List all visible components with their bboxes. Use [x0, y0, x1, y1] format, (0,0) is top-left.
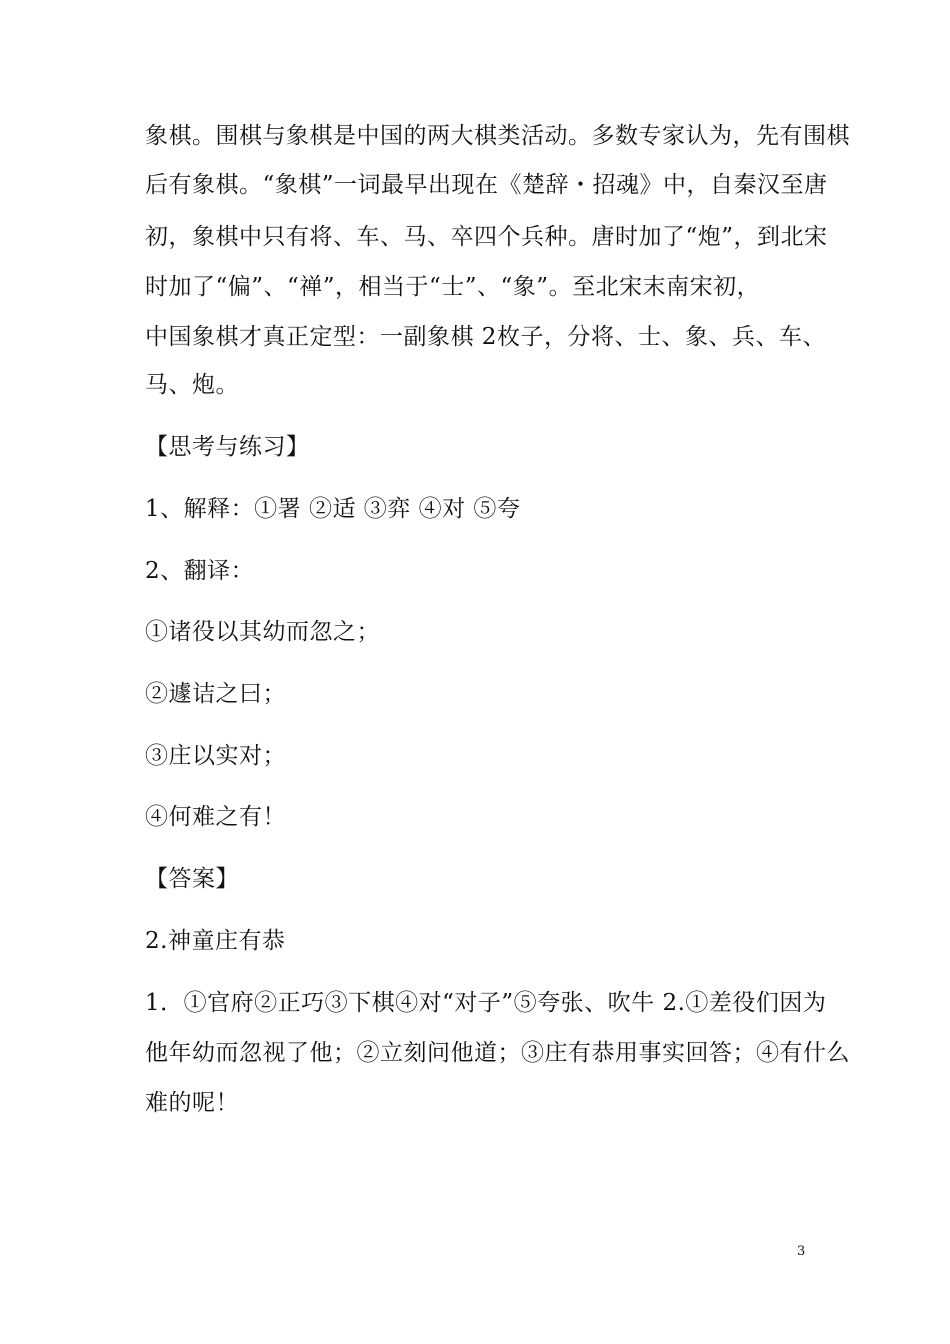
answers-line-1: 1．①官府②正巧③下棋④对“对子”⑤夸张、吹牛 2.①差役们因为	[145, 990, 827, 1016]
answers-heading: 【答案】	[145, 866, 239, 892]
translation-item-3: ③庄以实对；	[145, 743, 286, 769]
translation-item-4: ④何难之有！	[145, 804, 286, 830]
exercise-heading: 【思考与练习】	[145, 434, 310, 460]
answers-line-3: 难的呢！	[145, 1090, 239, 1116]
intro-line-2: 后有象棋。“象棋”一词最早出现在《楚辞・招魂》中，自秦汉至唐	[145, 172, 828, 198]
intro-line-1: 象棋。围棋与象棋是中国的两大棋类活动。多数专家认为，先有围棋	[145, 123, 850, 149]
intro-line-5: 中国象棋才真正定型：一副象棋 2枚子，分将、士、象、兵、车、	[145, 324, 826, 350]
intro-line-4: 时加了“偏”、“禅”，相当于“士”、“象”。至北宋末南宋初，	[145, 274, 761, 300]
answers-title: 2.神童庄有恭	[145, 928, 286, 954]
answers-line-2: 他年幼而忽视了他；②立刻问他道；③庄有恭用事实回答；④有什么	[145, 1040, 850, 1066]
exercise-question-1: 1、解释：①署 ②适 ③弈 ④对 ⑤夸	[145, 496, 521, 522]
exercise-question-2: 2、翻译：	[145, 558, 255, 584]
translation-item-1: ①诸役以其幼而忽之；	[145, 619, 380, 645]
intro-line-6: 马、炮。	[145, 372, 239, 398]
page-number: 3	[797, 1244, 806, 1259]
intro-line-3: 初，象棋中只有将、车、马、卒四个兵种。唐时加了“炮”，到北宋	[145, 224, 828, 250]
translation-item-2: ②遽诘之曰；	[145, 681, 286, 707]
